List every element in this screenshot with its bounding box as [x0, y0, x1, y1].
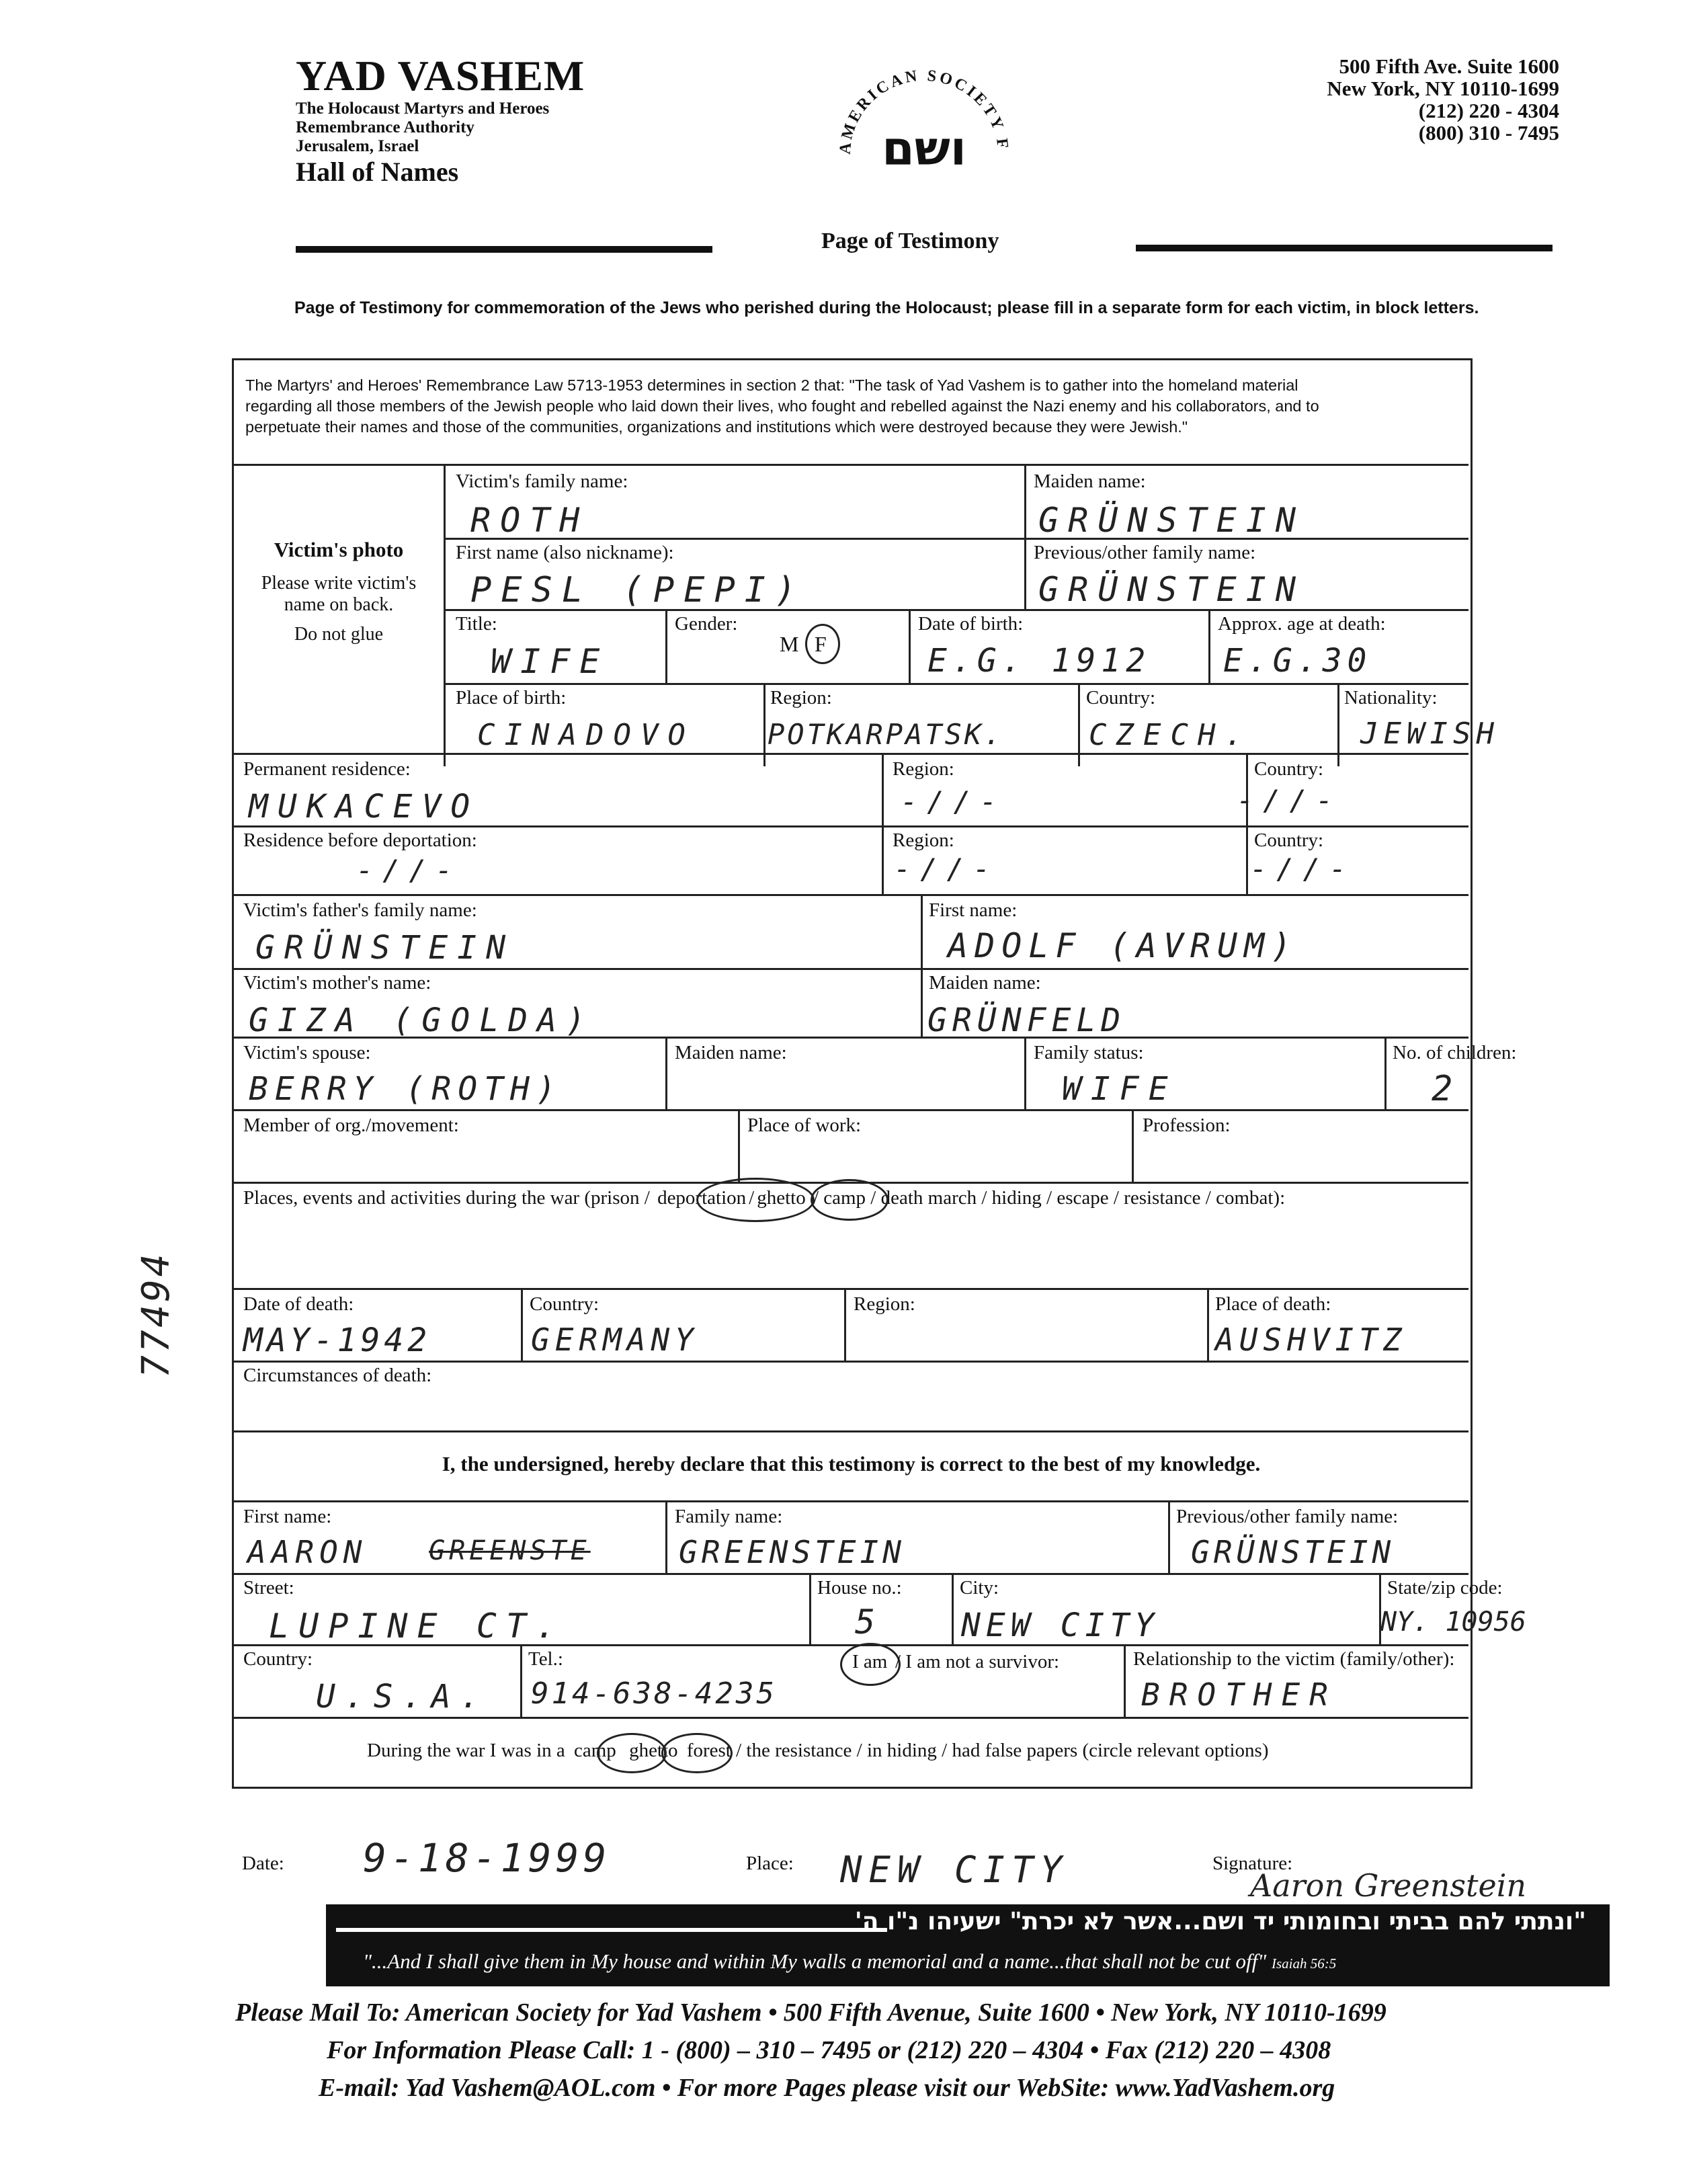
footer-mail: Please Mail To: American Society for Yad Vashem • 500 Fifth Avenue, Suite 1600 • New York, NY 10110-1699 — [235, 1998, 1386, 2027]
during-war-ghetto[interactable]: ghetto — [629, 1740, 678, 1761]
victim-before-res[interactable]: -//- — [356, 854, 462, 887]
seal-emblem-icon — [827, 54, 1022, 229]
label-signature: Signature: — [1212, 1853, 1293, 1874]
victim-date-death[interactable]: MAY-1942 — [243, 1322, 431, 1359]
label-place-birth: Place of birth: — [456, 687, 567, 709]
victim-country-death[interactable]: GERMANY — [531, 1322, 699, 1358]
law-text — [245, 375, 1319, 438]
contact-phone-2: (800) 310 - 7495 — [1418, 121, 1559, 145]
label-house-no: House no.: — [817, 1577, 902, 1599]
victim-place-death[interactable]: AUSHVITZ — [1215, 1322, 1407, 1358]
war-option-slash: / — [749, 1187, 755, 1209]
org-title: YAD VASHEM — [296, 52, 585, 99]
label-place: Place: — [746, 1853, 794, 1874]
col-line — [1132, 1109, 1134, 1183]
war-option-deportation[interactable]: deportation — [657, 1187, 747, 1209]
camp-circle — [597, 1733, 667, 1773]
victim-region[interactable]: POTKARPATSK. — [768, 718, 1004, 751]
witness-struck-name: GREENSTE — [429, 1535, 591, 1566]
label-place-work: Place of work: — [747, 1115, 862, 1136]
label-witness-prev: Previous/other family name: — [1176, 1506, 1399, 1527]
label-perm-region: Region: — [893, 758, 954, 780]
label-witness-country: Country: — [243, 1648, 313, 1670]
row-line — [234, 968, 1468, 970]
label-street: Street: — [243, 1577, 294, 1599]
label-family-status: Family status: — [1034, 1042, 1144, 1063]
label-before-country: Country: — [1254, 830, 1324, 851]
contact-phone-1: (212) 220 - 4304 — [1418, 99, 1559, 122]
label-witness-family: Family name: — [675, 1506, 783, 1527]
witness-date[interactable]: 9-18-1999 — [363, 1835, 611, 1881]
col-line — [1246, 753, 1248, 894]
war-option-ghetto[interactable]: ghetto — [757, 1187, 806, 1209]
label-survivor: / I am not a survivor: — [895, 1651, 1060, 1672]
label-spouse-maiden: Maiden name: — [675, 1042, 787, 1063]
victim-perm-region[interactable]: -//- — [901, 785, 1007, 818]
witness-first-name[interactable]: AARON — [247, 1534, 368, 1570]
contact-block — [1250, 55, 1559, 144]
label-country-death: Country: — [530, 1293, 599, 1315]
footer-phone: For Information Please Call: 1 - (800) – 310 – 7495 or (212) 220 – 4304 • Fax (212) 220 – 4308 — [327, 2036, 1331, 2064]
victim-nationality[interactable]: JEWISH — [1360, 717, 1499, 751]
page-title: Page of Testimony — [821, 229, 999, 253]
i-am-circle — [840, 1643, 901, 1686]
victim-dob[interactable]: E.G. 1912 — [927, 642, 1151, 680]
victim-father-first[interactable]: ADOLF (AVRUM) — [948, 926, 1298, 965]
label-father-family: Victim's father's family name: — [243, 899, 477, 921]
label-maiden-name: Maiden name: — [1034, 471, 1146, 492]
ghetto-war-circle — [661, 1733, 733, 1773]
victim-mother-maiden[interactable]: GRÜNFELD — [927, 1002, 1126, 1039]
hall-of-names: Hall of Names — [296, 157, 459, 187]
victim-before-region[interactable]: -//- — [894, 852, 1000, 885]
label-perm-res: Permanent residence: — [243, 758, 411, 780]
col-line — [665, 609, 667, 683]
label-date-death: Date of death: — [243, 1293, 354, 1315]
col-line — [952, 1573, 954, 1644]
witness-street[interactable]: LUPINE CT. — [269, 1607, 566, 1646]
row-line — [234, 1500, 1468, 1502]
row-line — [234, 1430, 1468, 1432]
col-line — [1207, 1288, 1209, 1362]
label-circumstances: Circumstances of death: — [243, 1365, 432, 1386]
witness-house-no[interactable]: 5 — [855, 1603, 885, 1642]
witness-prev-family[interactable]: GRÜNSTEIN — [1191, 1534, 1395, 1570]
intro-text: Page of Testimony for commemoration of the Jews who perished during the Holocaust; please fill in a separate form for each victim, in block letters. — [294, 298, 1479, 317]
label-dob: Date of birth: — [918, 613, 1024, 635]
label-mother-maiden: Maiden name: — [929, 972, 1041, 994]
contact-address-1: 500 Fifth Ave. Suite 1600 — [1339, 54, 1559, 78]
label-prev-family: Previous/other family name: — [1034, 542, 1256, 563]
photo-instruction-1: Please write victim's — [261, 573, 417, 594]
org-line-3: Jerusalem, Israel — [296, 137, 419, 155]
row-line — [234, 1717, 1468, 1719]
witness-relationship[interactable]: BROTHER — [1141, 1676, 1337, 1713]
row-line — [444, 538, 1468, 540]
col-line — [520, 1644, 522, 1718]
witness-family-name[interactable]: GREENSTEIN — [679, 1534, 905, 1570]
label-age-death: Approx. age at death: — [1218, 613, 1386, 635]
org-line-1: The Holocaust Martyrs and Heroes — [296, 99, 550, 118]
label-title: Title: — [456, 613, 497, 635]
label-relationship: Relationship to the victim (family/other): — [1133, 1648, 1455, 1670]
col-line — [1124, 1644, 1126, 1718]
org-block — [296, 52, 585, 188]
banner-english: "...And I shall give them in My house and within My walls a memorial and a name...that shall not be cut off" — [363, 1949, 1267, 1973]
row-line — [234, 753, 1468, 755]
victim-spouse[interactable]: BERRY (ROTH) — [249, 1070, 563, 1108]
row-line — [234, 825, 1468, 827]
row-line — [234, 464, 1468, 466]
label-perm-country: Country: — [1254, 758, 1324, 780]
witness-tel[interactable]: 914-638-4235 — [531, 1676, 777, 1711]
label-profession: Profession: — [1143, 1115, 1231, 1136]
footer — [235, 1994, 1386, 2107]
contact-address-2: New York, NY 10110-1699 — [1327, 77, 1559, 100]
during-war-camp[interactable]: camp — [574, 1740, 616, 1761]
victim-prev-family[interactable]: GRÜNSTEIN — [1038, 570, 1305, 609]
victim-family-name[interactable]: ROTH — [470, 501, 589, 540]
victim-place-birth[interactable]: CINADOVO — [477, 718, 695, 752]
gender-f[interactable]: F — [815, 632, 827, 656]
margin-number: 77494 — [134, 1251, 178, 1378]
org-line-2: Remembrance Authority — [296, 118, 474, 136]
col-line — [738, 1109, 740, 1183]
declaration: I, the undersigned, hereby declare that this testimony is correct to the best of my knowledge. — [442, 1452, 1261, 1475]
photo-instruction-3: Do not glue — [294, 624, 384, 645]
row-line — [234, 1361, 1468, 1363]
col-line — [1024, 464, 1026, 610]
banner-hebrew: "ונתתי להם בביתי ובחומותי יד ושם...אשר לא יכרת" ישעיהו נ"ו ה' — [854, 1908, 1586, 1935]
banner-ref: Isaiah 56:5 — [1272, 1955, 1337, 1972]
victim-perm-res[interactable]: MUKACEVO — [249, 788, 480, 825]
witness-state-zip[interactable]: NY. 10956 — [1380, 1607, 1526, 1637]
label-before-region: Region: — [893, 830, 954, 851]
label-father-first: First name: — [929, 899, 1018, 921]
label-spouse: Victim's spouse: — [243, 1042, 371, 1063]
col-line — [1024, 1037, 1026, 1110]
label-member-org: Member of org./movement: — [243, 1115, 459, 1136]
col-line — [665, 1500, 667, 1573]
col-line — [1168, 1500, 1170, 1573]
victim-before-country[interactable]: -//- — [1250, 852, 1356, 885]
label-family-name: Victim's family name: — [456, 471, 628, 492]
label-date: Date: — [242, 1853, 284, 1874]
victim-photo-box — [234, 538, 444, 645]
col-line — [882, 753, 884, 894]
label-region: Region: — [770, 687, 832, 709]
label-nationality: Nationality: — [1344, 687, 1438, 709]
col-line — [665, 1037, 667, 1110]
label-mother-name: Victim's mother's name: — [243, 972, 431, 994]
row-line — [444, 683, 1468, 685]
row-line — [234, 894, 1468, 896]
seal — [827, 54, 1022, 229]
label-i-am[interactable]: I am — [852, 1651, 888, 1672]
victim-father-family[interactable]: GRÜNSTEIN — [255, 929, 515, 967]
row-line — [234, 1288, 1468, 1290]
during-war-suffix: forest / the resistance / in hiding / had false papers (circle relevant options) — [686, 1740, 1269, 1761]
label-region-death: Region: — [854, 1293, 915, 1315]
header-rule-right — [1136, 245, 1553, 251]
label-city: City: — [960, 1577, 999, 1599]
label-children: No. of children: — [1393, 1042, 1517, 1063]
gender-f-circle — [805, 624, 840, 664]
col-line — [1208, 609, 1210, 683]
victim-perm-country[interactable]: -//- — [1237, 784, 1343, 817]
footer-web: E-mail: Yad Vashem@AOL.com • For more Pages please visit our WebSite: www.YadVashem.org — [319, 2074, 1335, 2102]
header-rule-left — [296, 246, 712, 253]
war-events-suffix: / camp / death march / hiding / escape / resistance / combat): — [813, 1187, 1286, 1209]
row-line — [234, 1573, 1468, 1575]
label-witness-first: First name: — [243, 1506, 332, 1527]
label-country: Country: — [1086, 687, 1156, 709]
witness-signature[interactable]: Aaron Greenstein — [1250, 1867, 1527, 1904]
gender-m[interactable]: M — [780, 632, 799, 656]
col-line — [909, 609, 911, 683]
during-war-prefix: During the war I was in a — [367, 1740, 565, 1761]
col-line — [921, 894, 923, 1037]
label-first-name: First name (also nickname): — [456, 542, 674, 563]
victim-age-death[interactable]: E.G.30 — [1223, 642, 1372, 680]
victim-mother-name[interactable]: GIZA (GOLDA) — [249, 1002, 595, 1039]
law-line-2: regarding all those members of the Jewish people who laid down their lives, who fought and rebelled against the Nazi enemy and his collaborators, and to — [245, 397, 1319, 415]
victim-maiden-name[interactable]: GRÜNSTEIN — [1038, 501, 1305, 540]
during-war-line — [367, 1740, 1268, 1762]
label-res-before: Residence before deportation: — [243, 830, 477, 851]
label-gender: Gender: — [675, 613, 738, 635]
victim-family-status[interactable]: WIFE — [1062, 1070, 1177, 1108]
witness-place[interactable]: NEW CITY — [840, 1849, 1069, 1891]
victim-title[interactable]: WIFE — [491, 642, 610, 681]
photo-instruction-2: name on back. — [284, 594, 394, 615]
seal-text: AMERICAN SOCIETY F — [836, 67, 1012, 155]
victim-children[interactable]: 2 — [1432, 1069, 1462, 1109]
label-state-zip: State/zip code: — [1387, 1577, 1503, 1599]
ghetto-circle — [811, 1179, 888, 1221]
deportation-circle — [696, 1178, 815, 1222]
law-line-3: perpetuate their names and those of the communities, organizations and institutions which were destroyed because they were Jewish." — [245, 418, 1188, 436]
label-place-death: Place of death: — [1215, 1293, 1331, 1315]
col-line — [1384, 1037, 1386, 1110]
victim-country[interactable]: CZECH. — [1089, 718, 1252, 752]
col-line — [444, 464, 446, 766]
row-line — [234, 1109, 1468, 1111]
banner-english-line — [363, 1949, 1336, 1974]
law-line-1: The Martyrs' and Heroes' Remembrance Law 5713-1953 determines in section 2 that: "The task of Yad Vashem is to gather into the homeland material — [245, 376, 1298, 394]
col-line — [809, 1573, 811, 1644]
witness-city[interactable]: NEW CITY — [961, 1607, 1160, 1644]
seal-hebrew: ושם — [882, 121, 966, 176]
war-events-prefix: Places, events and activities during the war (prison / — [243, 1187, 650, 1209]
photo-title: Victim's photo — [274, 538, 404, 561]
col-line — [844, 1288, 846, 1362]
label-tel: Tel.: — [528, 1648, 563, 1670]
col-line — [521, 1288, 523, 1362]
victim-first-name[interactable]: PESL (PEPI) — [470, 570, 806, 610]
witness-country[interactable]: U.S.A. — [316, 1678, 489, 1715]
